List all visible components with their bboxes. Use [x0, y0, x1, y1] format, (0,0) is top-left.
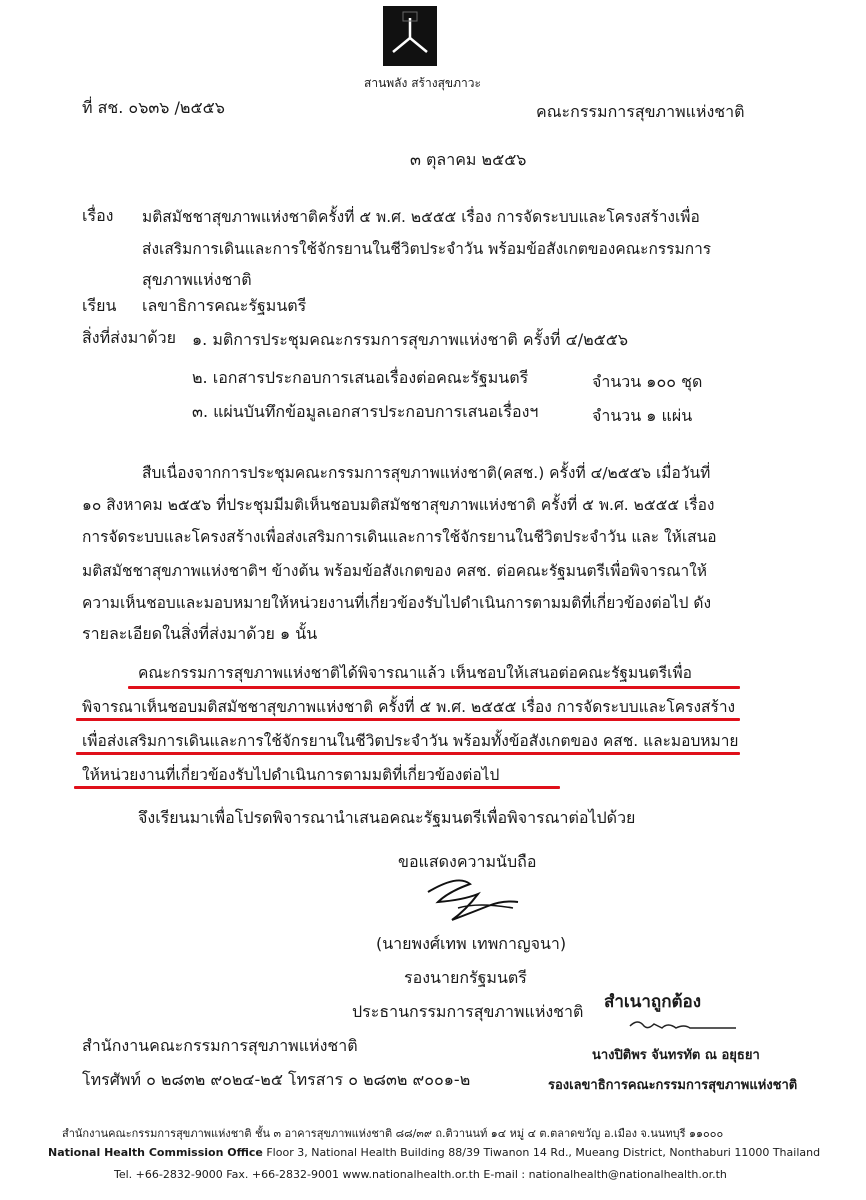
issuing-organization: คณะกรรมการสุขภาพแห่งชาติ [536, 102, 745, 121]
enclosure-item: ๒. เอกสารประกอบการเสนอเรื่องต่อคณะรัฐมนตรี [192, 368, 529, 387]
highlight-underline [74, 786, 560, 789]
body-line: รายละเอียดในสิ่งที่ส่งมาด้วย ๑ นั้น [82, 624, 318, 643]
subject-line: มติสมัชชาสุขภาพแห่งชาติครั้งที่ ๕ พ.ศ. ๒๕๕๕ เรื่อง การจัดระบบและโครงสร้างเพื่อ [142, 208, 700, 226]
addressee-value: เลขาธิการคณะรัฐมนตรี [142, 296, 307, 315]
footer-address: Floor 3, National Health Building 88/39 Tiwanon 14 Rd., Mueang District, Nonthaburi 11000 Thailand [262, 1146, 821, 1159]
footer-address-english [48, 1146, 820, 1159]
body-line: ความเห็นชอบและมอบหมายให้หน่วยงานที่เกี่ยวข้องรับไปดำเนินการตามมติที่เกี่ยวข้องต่อไป ดัง [82, 594, 712, 612]
body-line: ๑๐ สิงหาคม ๒๕๕๖ ที่ประชุมมีมติเห็นชอบมติสมัชชาสุขภาพแห่งชาติ ครั้งที่ ๕ พ.ศ. ๒๕๕๕ เรื่อง [82, 496, 715, 514]
highlighted-line: คณะกรรมการสุขภาพแห่งชาติได้พิจารณาแล้ว เห็นชอบให้เสนอต่อคณะรัฐมนตรีเพื่อ [138, 664, 692, 682]
signatory-name: (นายพงศ์เทพ เทพกาญจนา) [376, 934, 567, 953]
certified-copy-stamp: สำเนาถูกต้อง [604, 992, 702, 1012]
closing-request: จึงเรียนมาเพื่อโปรดพิจารณานำเสนอคณะรัฐมนตรีเพื่อพิจารณาต่อไปด้วย [138, 808, 636, 827]
addressee-label: เรียน [82, 296, 117, 315]
reference-number: ที่ สช. ๐๖๓๖ /๒๕๕๖ [82, 98, 225, 117]
sender-office: สำนักงานคณะกรรมการสุขภาพแห่งชาติ [82, 1036, 358, 1055]
letter-date: ๓ ตุลาคม ๒๕๕๖ [410, 150, 527, 169]
footer-address-thai: สำนักงานคณะกรรมการสุขภาพแห่งชาติ ชั้น ๓ อาคารสุขภาพแห่งชาติ ๘๘/๓๙ ถ.ติวานนท์ ๑๔ หมู่ ๔ ต.ตลาดขวัญ อ.เมือง จ.นนทบุรี ๑๑๐๐๐ [62, 1127, 724, 1140]
body-line: มติสมัชชาสุขภาพแห่งชาติฯ ข้างต้น พร้อมข้อสังเกตของ คสช. ต่อคณะรัฐมนตรีเพื่อพิจารณาให้ [82, 562, 707, 580]
highlighted-line: พิจารณาเห็นชอบมติสมัชชาสุขภาพแห่งชาติ ครั้งที่ ๕ พ.ศ. ๒๕๕๕ เรื่อง การจัดระบบและโครงสร้าง [82, 698, 736, 716]
enclosures-label: สิ่งที่ส่งมาด้วย [82, 328, 176, 347]
subject-line: ส่งเสริมการเดินและการใช้จักรยานในชีวิตประจำวัน พร้อมข้อสังเกตของคณะกรรมการ [142, 240, 712, 258]
slogan: สานพลัง สร้างสุขภาวะ [364, 76, 481, 90]
sender-phone: โทรศัพท์ ๐ ๒๘๓๒ ๙๐๒๔-๒๕ โทรสาร ๐ ๒๘๓๒ ๙๐๐๑-๒ [82, 1070, 471, 1089]
certifier-title: รองเลขาธิการคณะกรรมการสุขภาพแห่งชาติ [548, 1078, 798, 1093]
enclosure-quantity: จำนวน ๑๐๐ ชุด [592, 372, 703, 391]
signatory-title: ประธานกรรมการสุขภาพแห่งชาติ [352, 1002, 584, 1021]
enclosure-item: ๑. มติการประชุมคณะกรรมการสุขภาพแห่งชาติ ครั้งที่ ๔/๒๕๕๖ [192, 330, 629, 349]
highlighted-line: ให้หน่วยงานที่เกี่ยวข้องรับไปดำเนินการตามมติที่เกี่ยวข้องต่อไป [82, 766, 500, 784]
footer-contact: Tel. +66-2832-9000 Fax. +66-2832-9001 www.nationalhealth.or.th E-mail : nationalhealth@nationalhealth.or.th [114, 1168, 727, 1181]
highlight-underline [128, 686, 740, 689]
closing-salutation: ขอแสดงความนับถือ [398, 852, 537, 871]
enclosure-item: ๓. แผ่นบันทึกข้อมูลเอกสารประกอบการเสนอเรื่องฯ [192, 402, 539, 421]
body-line: สืบเนื่องจากการประชุมคณะกรรมการสุขภาพแห่งชาติ(คสช.) ครั้งที่ ๔/๒๕๕๖ เมื่อวันที่ [142, 464, 711, 482]
organization-logo [383, 6, 437, 66]
enclosure-quantity: จำนวน ๑ แผ่น [592, 406, 693, 425]
footer-office-name: National Health Commission Office [48, 1146, 263, 1159]
highlighted-line: เพื่อส่งเสริมการเดินและการใช้จักรยานในชีวิตประจำวัน พร้อมทั้งข้อสังเกตของ คสช. และมอบหมาย [82, 732, 739, 750]
highlight-underline [76, 752, 740, 755]
signatory-title: รองนายกรัฐมนตรี [404, 968, 527, 987]
subject-line: สุขภาพแห่งชาติ [142, 270, 252, 289]
certifier-signature [628, 1016, 738, 1034]
handwritten-signature [418, 872, 528, 932]
subject-label: เรื่อง [82, 206, 114, 225]
certifier-name: นางปิติพร จันทรทัต ณ อยุธยา [592, 1048, 760, 1063]
body-line: การจัดระบบและโครงสร้างเพื่อส่งเสริมการเดินและการใช้จักรยานในชีวิตประจำวัน และ ให้เสนอ [82, 528, 717, 546]
highlight-underline [76, 718, 740, 721]
